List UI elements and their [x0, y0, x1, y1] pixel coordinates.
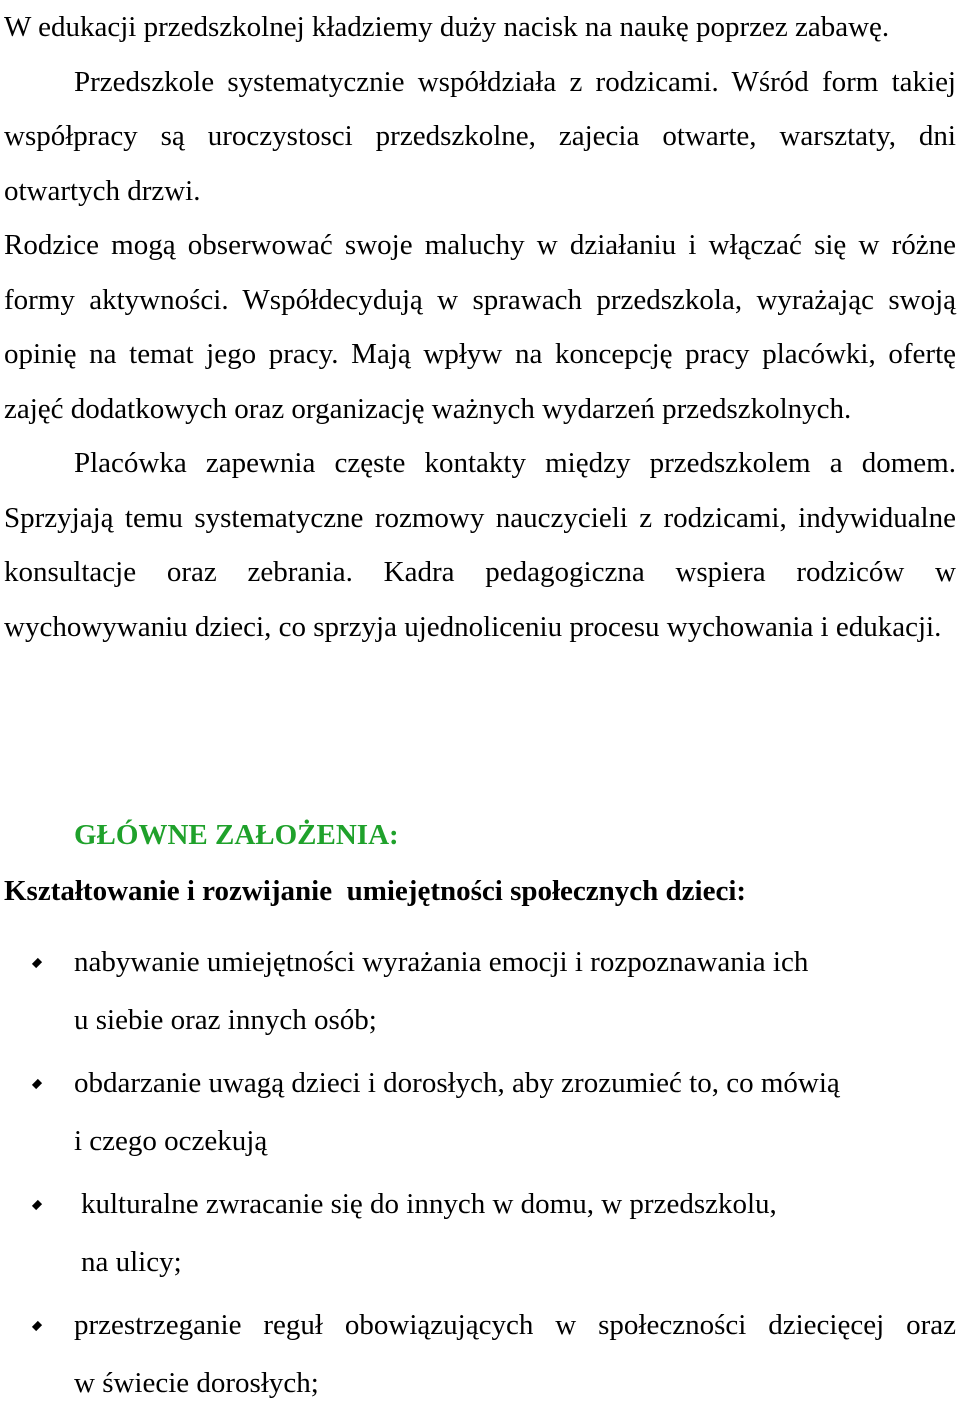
list-item: [4, 1297, 956, 1412]
paragraph-contacts: Placówka zapewnia częste kontakty między przedszkolem a domem. Sprzyjają temu systematyczne rozmowy nauczycieli z rodzicami, indywidualne konsultacje oraz zebrania. Kadra pedagogiczna wspiera rodziców w wychowywaniu dzieci, co sprzyja ujednoliceniu procesu wychowania i edukacji.: [4, 447, 956, 643]
diamond-bullet-icon: [33, 959, 41, 969]
list-item-line: u siebie oraz innych osób;: [74, 1003, 377, 1036]
diamond-bullet-icon: [33, 1322, 41, 1332]
list-item: [4, 1176, 956, 1291]
paragraph-cooperation: Przedszkole systematycznie współdziała z rodzicami. Wśród form takiej współpracy są uroczystosci przedszkolne, zajecia otwarte, warsztaty, dni otwartych drzwi.: [4, 65, 956, 207]
document-page: [4, 0, 956, 1399]
paragraph-parents: Rodzice mogą obserwować swoje maluchy w działaniu i włączać się w różne formy aktywności. Współdecydują w sprawach przedszkola, wyrażając swoją opinię na temat jego pracy. Mają wpływ na koncepcję pracy placówki, ofertę zajęć dodatkowych oraz organizację ważnych wydarzeń przedszkolnych.: [4, 229, 956, 425]
list-item-line: przestrzeganie reguł obowiązujących w społeczności dziecięcej oraz: [74, 1309, 956, 1341]
list-item-line: i czego oczekują: [74, 1124, 268, 1157]
diamond-bullet-icon: [33, 1201, 41, 1211]
goals-list: [4, 934, 956, 1418]
list-item: [4, 1055, 956, 1170]
list-item-line: na ulicy;: [81, 1245, 182, 1278]
list-item-line: obdarzanie uwagą dzieci i dorosłych, aby zrozumieć to, co mówią: [74, 1067, 840, 1099]
list-item: [4, 934, 956, 1049]
list-item-line: kulturalne zwracanie się do innych w domu, w przedszkolu,: [81, 1188, 777, 1220]
diamond-bullet-icon: [33, 1080, 41, 1090]
section-subheading: Kształtowanie i rozwijanie umiejętności społecznych dzieci:: [4, 875, 747, 907]
section-heading: GŁÓWNE ZAŁOŻENIA:: [74, 819, 399, 851]
list-item-line: w świecie dorosłych;: [74, 1366, 319, 1399]
list-item-line: nabywanie umiejętności wyrażania emocji i rozpoznawania ich: [74, 946, 809, 978]
paragraph-intro: W edukacji przedszkolnej kładziemy duży nacisk na naukę poprzez zabawę.: [4, 11, 890, 43]
